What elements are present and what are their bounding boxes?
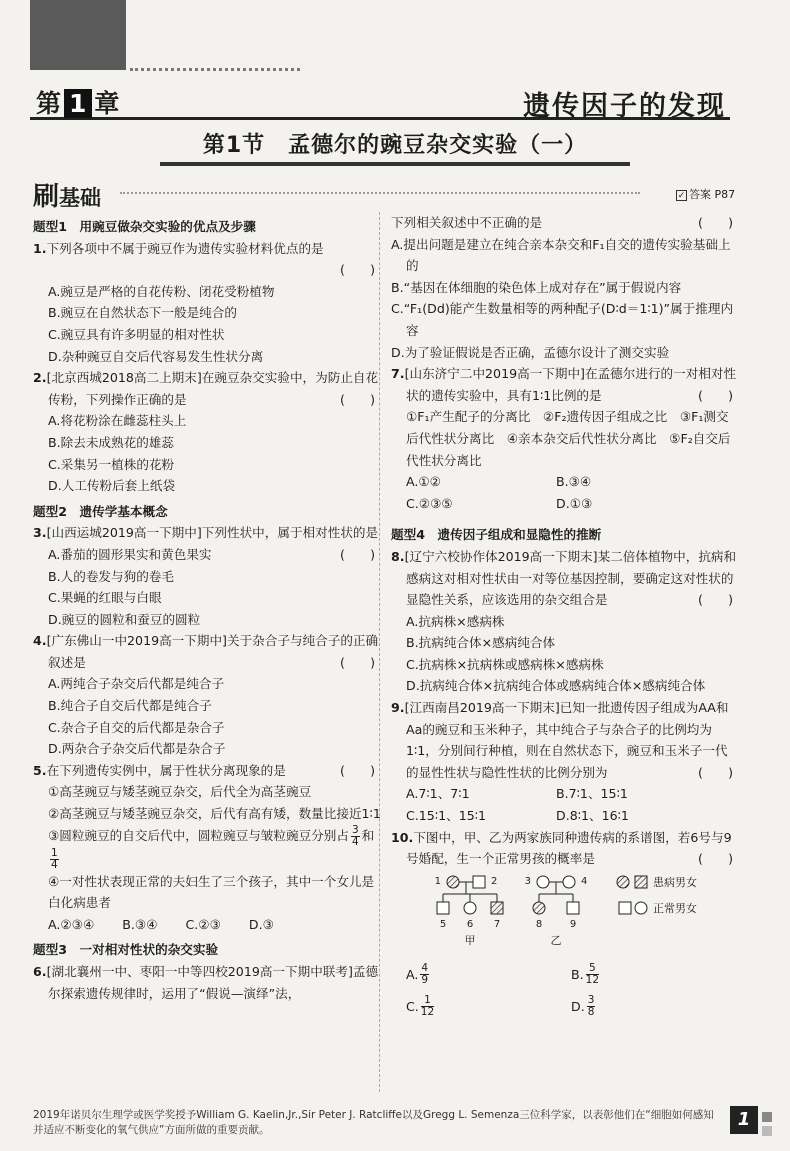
- option: A.7∶1、7∶1: [406, 786, 470, 802]
- normal-female-3: [537, 876, 549, 888]
- decorative-dots: [130, 68, 300, 71]
- fraction: [587, 995, 596, 1018]
- statement-items: ①F₁产生配子的分离比 ②F₂遗传因子组成之比 ③F₁测交后代性状分离比 ④亲本杂交后代性状分离比 ⑤F₂自交后代性状分离比: [406, 409, 731, 468]
- affected-male-7: [491, 902, 503, 914]
- question-7: [391, 363, 739, 406]
- option-a: [406, 958, 571, 990]
- normal-male-5: [437, 902, 449, 914]
- answer-paren-row: [33, 259, 381, 281]
- question-number: 7.: [391, 366, 405, 382]
- question-stem: 在下列遗传实例中，属于性状分离现象的是: [46, 762, 286, 778]
- decorative-square: [762, 1112, 772, 1122]
- label-5: 5: [439, 918, 447, 930]
- label-3: 3: [524, 875, 531, 887]
- answer-reference: [676, 186, 735, 202]
- affected-female-1: [447, 876, 459, 888]
- question-stem: [江西南昌2019高一下期末]已知一批遗传因子组成为AA和Aa的豌豆和玉米种子，其中纯合子与杂合子的比例均为1∶1，分别间行种植，则在自然状态下，豌豆和玉米子一代的显性性状与隐性性状的比例分别为: [404, 700, 729, 780]
- normal-male-9: [567, 902, 579, 914]
- fraction: [420, 963, 429, 986]
- legend-normal: 正常男女: [653, 901, 697, 915]
- question-stem: 下列各项中不属于豌豆作为遗传实验材料优点的是: [46, 240, 324, 256]
- option: B.③④: [556, 474, 592, 490]
- topic-heading: 题型3 一对相对性状的杂交实验: [33, 942, 219, 958]
- question-8: [391, 546, 739, 611]
- answer-ref-text: 答案 P87: [689, 188, 736, 201]
- answer-paren: ( ): [697, 387, 733, 403]
- option: B.除去未成熟花的雄蕊: [48, 434, 174, 450]
- family-label-yi: 乙: [550, 933, 562, 947]
- label-7: 7: [493, 918, 501, 930]
- option: B.纯合子自交后代都是纯合子: [48, 698, 212, 714]
- question-stem: [辽宁六校协作体2019高一下期末]某二倍体植物中，抗病和感病这对相对性状由一对等位基因控制，要确定这对性状的显隐性关系，应该选用的杂交组合是: [404, 548, 737, 608]
- fraction-denominator: 9: [421, 973, 429, 986]
- topic-heading: 题型2 遗传学基本概念: [33, 503, 168, 519]
- statement-item: ②高茎豌豆与矮茎豌豆杂交，后代有高有矮，数量比接近1∶1: [48, 806, 381, 822]
- fraction-numerator: 3: [587, 993, 595, 1006]
- question-4: [33, 630, 381, 673]
- option: B.7∶1、15∶1: [556, 786, 628, 802]
- option: C.杂合子自交的后代都是杂合子: [48, 719, 225, 735]
- normal-female-6: [464, 902, 476, 914]
- fraction-numerator: 3: [351, 823, 359, 836]
- answer-paren: ( ): [339, 762, 375, 778]
- pedigree-diagram: [391, 872, 739, 950]
- option: A.番茄的圆形果实和黄色果实: [48, 546, 212, 562]
- fraction: [586, 963, 599, 986]
- option: D.两杂合子杂交后代都是杂合子: [48, 741, 226, 757]
- question-stem: 下列相关叙述中不正确的是: [391, 215, 543, 230]
- option: B.③④: [122, 916, 158, 932]
- fraction-numerator: 1: [51, 846, 58, 859]
- option: D.抗病纯合体×抗病纯合体或感病纯合体×感病纯合体: [406, 678, 706, 694]
- topic-heading: 题型4 遗传因子组成和显隐性的推断: [391, 527, 602, 543]
- category-rule: [120, 192, 640, 194]
- category-label: 基础: [59, 186, 102, 210]
- question-number: 3.: [33, 525, 47, 541]
- chapter-title: 遗传因子的发现: [523, 91, 726, 122]
- question-stem: [北京西城2018高二上期末]在豌豆杂交实验中，为防止自花传粉，下列操作正确的是: [46, 370, 379, 407]
- option: A.①②: [406, 474, 441, 490]
- chapter-prefix: 第: [36, 89, 63, 118]
- option: C.豌豆具有许多明显的相对性状: [48, 326, 225, 342]
- option: D.杂种豌豆自交后代容易发生性状分离: [48, 348, 264, 364]
- normal-male-2: [473, 876, 485, 888]
- right-column: [391, 212, 739, 1022]
- fraction-denominator: 4: [51, 858, 58, 871]
- category-heading: [33, 176, 101, 213]
- page-number: 1: [730, 1106, 758, 1134]
- question-stem: 下图中，甲、乙为两家族同种遗传病的系谱图，若6号与9号婚配，生一个正常男孩的概率是: [406, 829, 732, 867]
- fraction-numerator: 1: [421, 995, 434, 1007]
- option: C.②③: [185, 916, 221, 932]
- question-stem: [山西运城2019高一下期中]下列性状中，属于相对性状的是: [46, 525, 379, 541]
- option: A.提出问题是建立在纯合亲本杂交和F₁自交的遗传实验基础上的: [391, 236, 731, 274]
- topic-heading: 题型1 用豌豆做杂交实验的优点及步骤: [33, 219, 256, 234]
- fraction: [50, 848, 59, 871]
- option: C.果蝇的红眼与白眼: [48, 590, 162, 606]
- option: D.人工传粉后套上纸袋: [48, 478, 176, 494]
- option-letter: C.: [406, 998, 419, 1014]
- option: D.①③: [556, 495, 593, 511]
- option: B.抗病纯合体×感病纯合体: [406, 635, 556, 651]
- label-2: 2: [491, 875, 498, 887]
- option: A.抗病株×感病株: [406, 613, 505, 629]
- question-number: 2.: [33, 370, 47, 386]
- option: A.②③④: [48, 916, 95, 932]
- statement-item: ①高茎豌豆与矮茎豌豆杂交，后代全为高茎豌豆: [48, 784, 312, 800]
- option: D.8∶1、16∶1: [556, 808, 629, 824]
- option-grid: [391, 783, 739, 826]
- answer-paren: ( ): [697, 764, 733, 780]
- answer-paren: ( ): [697, 851, 733, 867]
- question-number: 10.: [391, 829, 414, 845]
- family-label-jia: 甲: [464, 933, 476, 947]
- legend-affected: 患病男女: [653, 875, 697, 889]
- answer-paren: ( ): [339, 262, 375, 278]
- option-row: [33, 914, 381, 936]
- label-8: 8: [535, 918, 543, 930]
- check-icon: ✓: [677, 191, 686, 201]
- fraction-denominator: 8: [587, 1005, 595, 1018]
- category-char: 刷: [33, 182, 60, 212]
- chapter-label: [36, 84, 120, 120]
- question-number: 6.: [33, 964, 47, 979]
- question-stem: [广东佛山一中2019高一下期中]关于杂合子与纯合子的正确叙述是: [46, 633, 379, 670]
- option: D.③: [248, 916, 274, 932]
- option-d: [571, 990, 736, 1022]
- chapter-header: [30, 76, 730, 120]
- option: A.将花粉涂在雌蕊柱头上: [48, 413, 187, 429]
- normal-female-4: [563, 876, 575, 888]
- option: B.豌豆在自然状态下一般是纯合的: [48, 305, 237, 321]
- question-stem: [湖北襄州一中、枣阳一中等四校2019高一下期中联考]孟德尔探索遗传规律时，运用了“假说—演绎”法，: [46, 964, 379, 1001]
- label-9: 9: [569, 918, 577, 930]
- question-number: 5.: [33, 762, 47, 778]
- option: D.豌豆的圆粒和蚕豆的圆粒: [48, 611, 201, 627]
- decorative-square: [762, 1126, 772, 1136]
- fraction-denominator: 12: [585, 973, 600, 986]
- decorative-block: [30, 0, 126, 70]
- question-stem: [山东济宁二中2019高一下期中]在孟德尔进行的一对相对性状的遗传实验中，具有1∶1比例的是: [404, 366, 737, 403]
- statement-text: ③圆粒豌豆的自交后代中，圆粒豌豆与皱粒豌豆分别占: [48, 827, 349, 843]
- option-letter: A.: [406, 966, 419, 982]
- option: C.15∶1、15∶1: [406, 808, 487, 824]
- option: C.“F₁(Dd)能产生数量相等的两种配子(D∶d＝1∶1)”属于推理内容: [391, 301, 734, 338]
- section-underline: [160, 162, 630, 166]
- label-6: 6: [466, 918, 474, 930]
- statement-item: [33, 825, 381, 871]
- footnote: 2019年诺贝尔生理学或医学奖授予William G. Kaelin,Jr.,Sir Peter J. Ratcliffe以及Gregg L. Semenza三位科学家，以表彰他们在“细胞如何感知并适应不断变化的氧气供应”方面所做的重要贡献。: [33, 1109, 714, 1136]
- question-2: [33, 367, 381, 410]
- statement-item: ④一对性状表现正常的夫妇生了三个孩子，其中一个女儿是白化病患者: [48, 873, 375, 911]
- section-title: 第1节 孟德尔的豌豆杂交实验（一）: [202, 133, 588, 158]
- answer-paren: ( ): [339, 391, 375, 407]
- option: D.为了验证假说是否正确，孟德尔设计了测交实验: [391, 344, 670, 360]
- fraction: [351, 825, 360, 848]
- fraction-numerator: 5: [586, 963, 599, 975]
- question-6: [33, 961, 381, 1004]
- question-number: 4.: [33, 633, 47, 649]
- option: B.“基因在体细胞的染色体上成对存在”属于假说内容: [391, 279, 682, 295]
- fraction: [421, 995, 434, 1018]
- answer-paren: ( ): [339, 654, 375, 670]
- affected-female-8: [533, 902, 545, 914]
- label-4: 4: [581, 875, 588, 887]
- option: C.采集另一植株的花粉: [48, 456, 175, 472]
- fraction-denominator: 12: [420, 1005, 435, 1018]
- question-1: [33, 238, 381, 260]
- answer-paren: ( ): [697, 215, 733, 230]
- label-1: 1: [434, 875, 441, 887]
- chapter-suffix: 章: [94, 89, 121, 118]
- option-letter: D.: [571, 998, 585, 1014]
- answer-paren: ( ): [697, 592, 733, 608]
- question-9: [391, 697, 739, 783]
- option-c: [406, 990, 571, 1022]
- fraction-numerator: 4: [421, 961, 429, 974]
- option-grid: [391, 471, 739, 514]
- question-6-continued: [391, 212, 739, 234]
- option: A.豌豆是严格的自花传粉、闭花受粉植物: [48, 283, 275, 299]
- option: A.两纯合子杂交后代都是纯合子: [48, 676, 225, 692]
- option: B.人的卷发与狗的卷毛: [48, 568, 174, 584]
- question-10: [391, 827, 739, 870]
- question-5: [33, 760, 381, 782]
- answer-paren: ( ): [339, 546, 375, 562]
- question-number: 8.: [391, 548, 405, 564]
- left-column: [33, 212, 381, 1004]
- question-number: 1.: [33, 240, 47, 256]
- option-letter: B.: [571, 966, 584, 982]
- chapter-number: 1: [64, 89, 92, 118]
- option-b: [571, 958, 736, 990]
- fraction-options: [391, 958, 739, 1022]
- fraction-denominator: 4: [351, 835, 359, 848]
- option: C.②③⑤: [406, 495, 453, 511]
- question-number: 9.: [391, 700, 405, 716]
- option: C.抗病株×抗病株或感病株×感病株: [406, 656, 604, 672]
- statement-text: 和: [361, 827, 375, 843]
